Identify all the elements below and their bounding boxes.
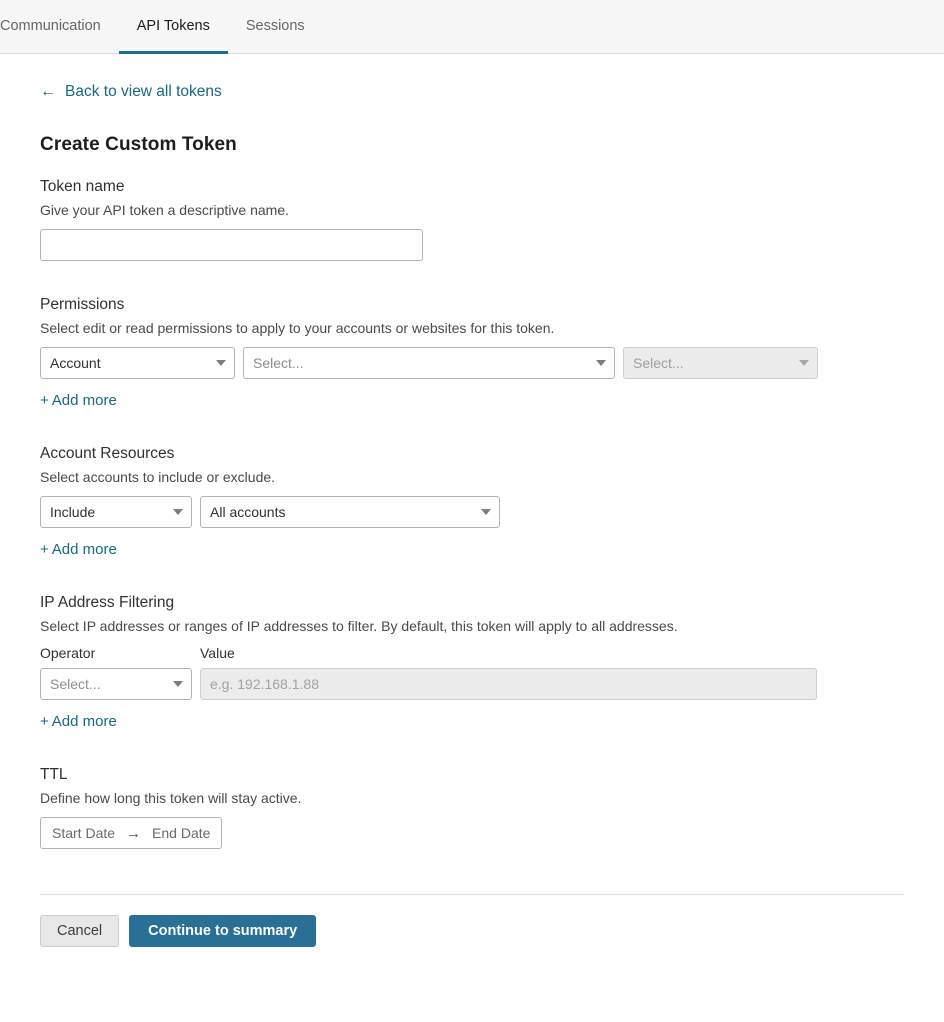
permission-group-value: Account (50, 355, 101, 371)
ttl-description: Define how long this token will stay active. (40, 790, 302, 806)
chevron-down-icon (596, 360, 606, 366)
permissions-add-more-button[interactable] (40, 392, 117, 409)
tab-api-tokens[interactable] (119, 0, 228, 54)
create-token-page (0, 54, 944, 947)
ip-operator-value: Select... (50, 676, 101, 692)
back-to-tokens-link[interactable] (40, 83, 222, 101)
account-resources-label: Account Resources (40, 445, 175, 462)
account-resources-row (40, 496, 904, 528)
permissions-row (40, 347, 904, 379)
settings-tabbar (0, 0, 944, 54)
ttl-section (40, 766, 904, 849)
permission-group-select[interactable] (40, 347, 235, 379)
tab-sessions[interactable] (228, 0, 323, 54)
cancel-button[interactable]: Cancel (40, 915, 119, 947)
permissions-add-more-label: Add more (51, 392, 117, 409)
back-to-tokens-label: Back to view all tokens (65, 83, 222, 100)
permission-scope-value: Select... (633, 355, 684, 371)
ip-filtering-label: IP Address Filtering (40, 594, 175, 611)
tab-communication[interactable] (0, 0, 119, 54)
permission-resource-select[interactable] (243, 347, 615, 379)
account-resources-description: Select accounts to include or exclude. (40, 469, 276, 485)
ip-filtering-section (40, 594, 904, 731)
ip-filtering-add-more-button[interactable] (40, 713, 117, 730)
token-name-label: Token name (40, 178, 125, 195)
chevron-down-icon (173, 509, 183, 515)
permission-scope-select (623, 347, 818, 379)
ip-operator-select[interactable] (40, 668, 192, 700)
permission-resource-value: Select... (253, 355, 304, 371)
token-name-section (40, 178, 904, 261)
account-resources-mode-select[interactable] (40, 496, 192, 528)
tab-api-tokens-label: API Tokens (136, 17, 210, 34)
account-resources-mode-value: Include (50, 504, 96, 520)
ttl-date-range-picker[interactable] (40, 817, 222, 849)
account-resources-accounts-select[interactable] (200, 496, 500, 528)
ttl-start-date-field[interactable]: Start Date (52, 825, 116, 841)
ip-filtering-column-labels (40, 645, 904, 661)
ip-value-input[interactable] (200, 668, 817, 700)
plus-icon: + (40, 541, 49, 558)
account-resources-add-more-button[interactable] (40, 541, 117, 558)
arrow-right-icon: → (126, 824, 142, 842)
permissions-label: Permissions (40, 296, 125, 313)
ip-value-label: Value (200, 645, 235, 661)
token-name-description: Give your API token a descriptive name. (40, 202, 290, 218)
chevron-down-icon (216, 360, 226, 366)
ip-filtering-row (40, 668, 904, 700)
ip-filtering-add-more-label: Add more (51, 713, 117, 730)
form-footer (40, 915, 904, 947)
footer-divider (40, 894, 904, 895)
permissions-section (40, 296, 904, 410)
ttl-label: TTL (40, 766, 68, 783)
token-name-input[interactable] (40, 229, 423, 261)
plus-icon: + (40, 392, 49, 409)
chevron-down-icon (173, 681, 183, 687)
ip-operator-label: Operator (40, 645, 96, 661)
page-title: Create Custom Token (40, 134, 237, 155)
account-resources-accounts-value: All accounts (210, 504, 286, 520)
tab-sessions-label: Sessions (245, 17, 305, 34)
account-resources-section (40, 445, 904, 559)
plus-icon: + (40, 713, 49, 730)
continue-to-summary-button[interactable]: Continue to summary (129, 915, 316, 947)
ttl-end-date-field[interactable]: End Date (152, 825, 211, 841)
chevron-down-icon (481, 509, 491, 515)
tab-communication-label: Communication (0, 17, 101, 34)
chevron-down-icon (799, 360, 809, 366)
account-resources-add-more-label: Add more (51, 541, 117, 558)
arrow-left-icon: ← (40, 83, 56, 100)
permissions-description: Select edit or read permissions to apply to your accounts or websites for this token. (40, 320, 555, 336)
ip-filtering-description: Select IP addresses or ranges of IP addresses to filter. By default, this token will apply to all addresses. (40, 618, 678, 634)
